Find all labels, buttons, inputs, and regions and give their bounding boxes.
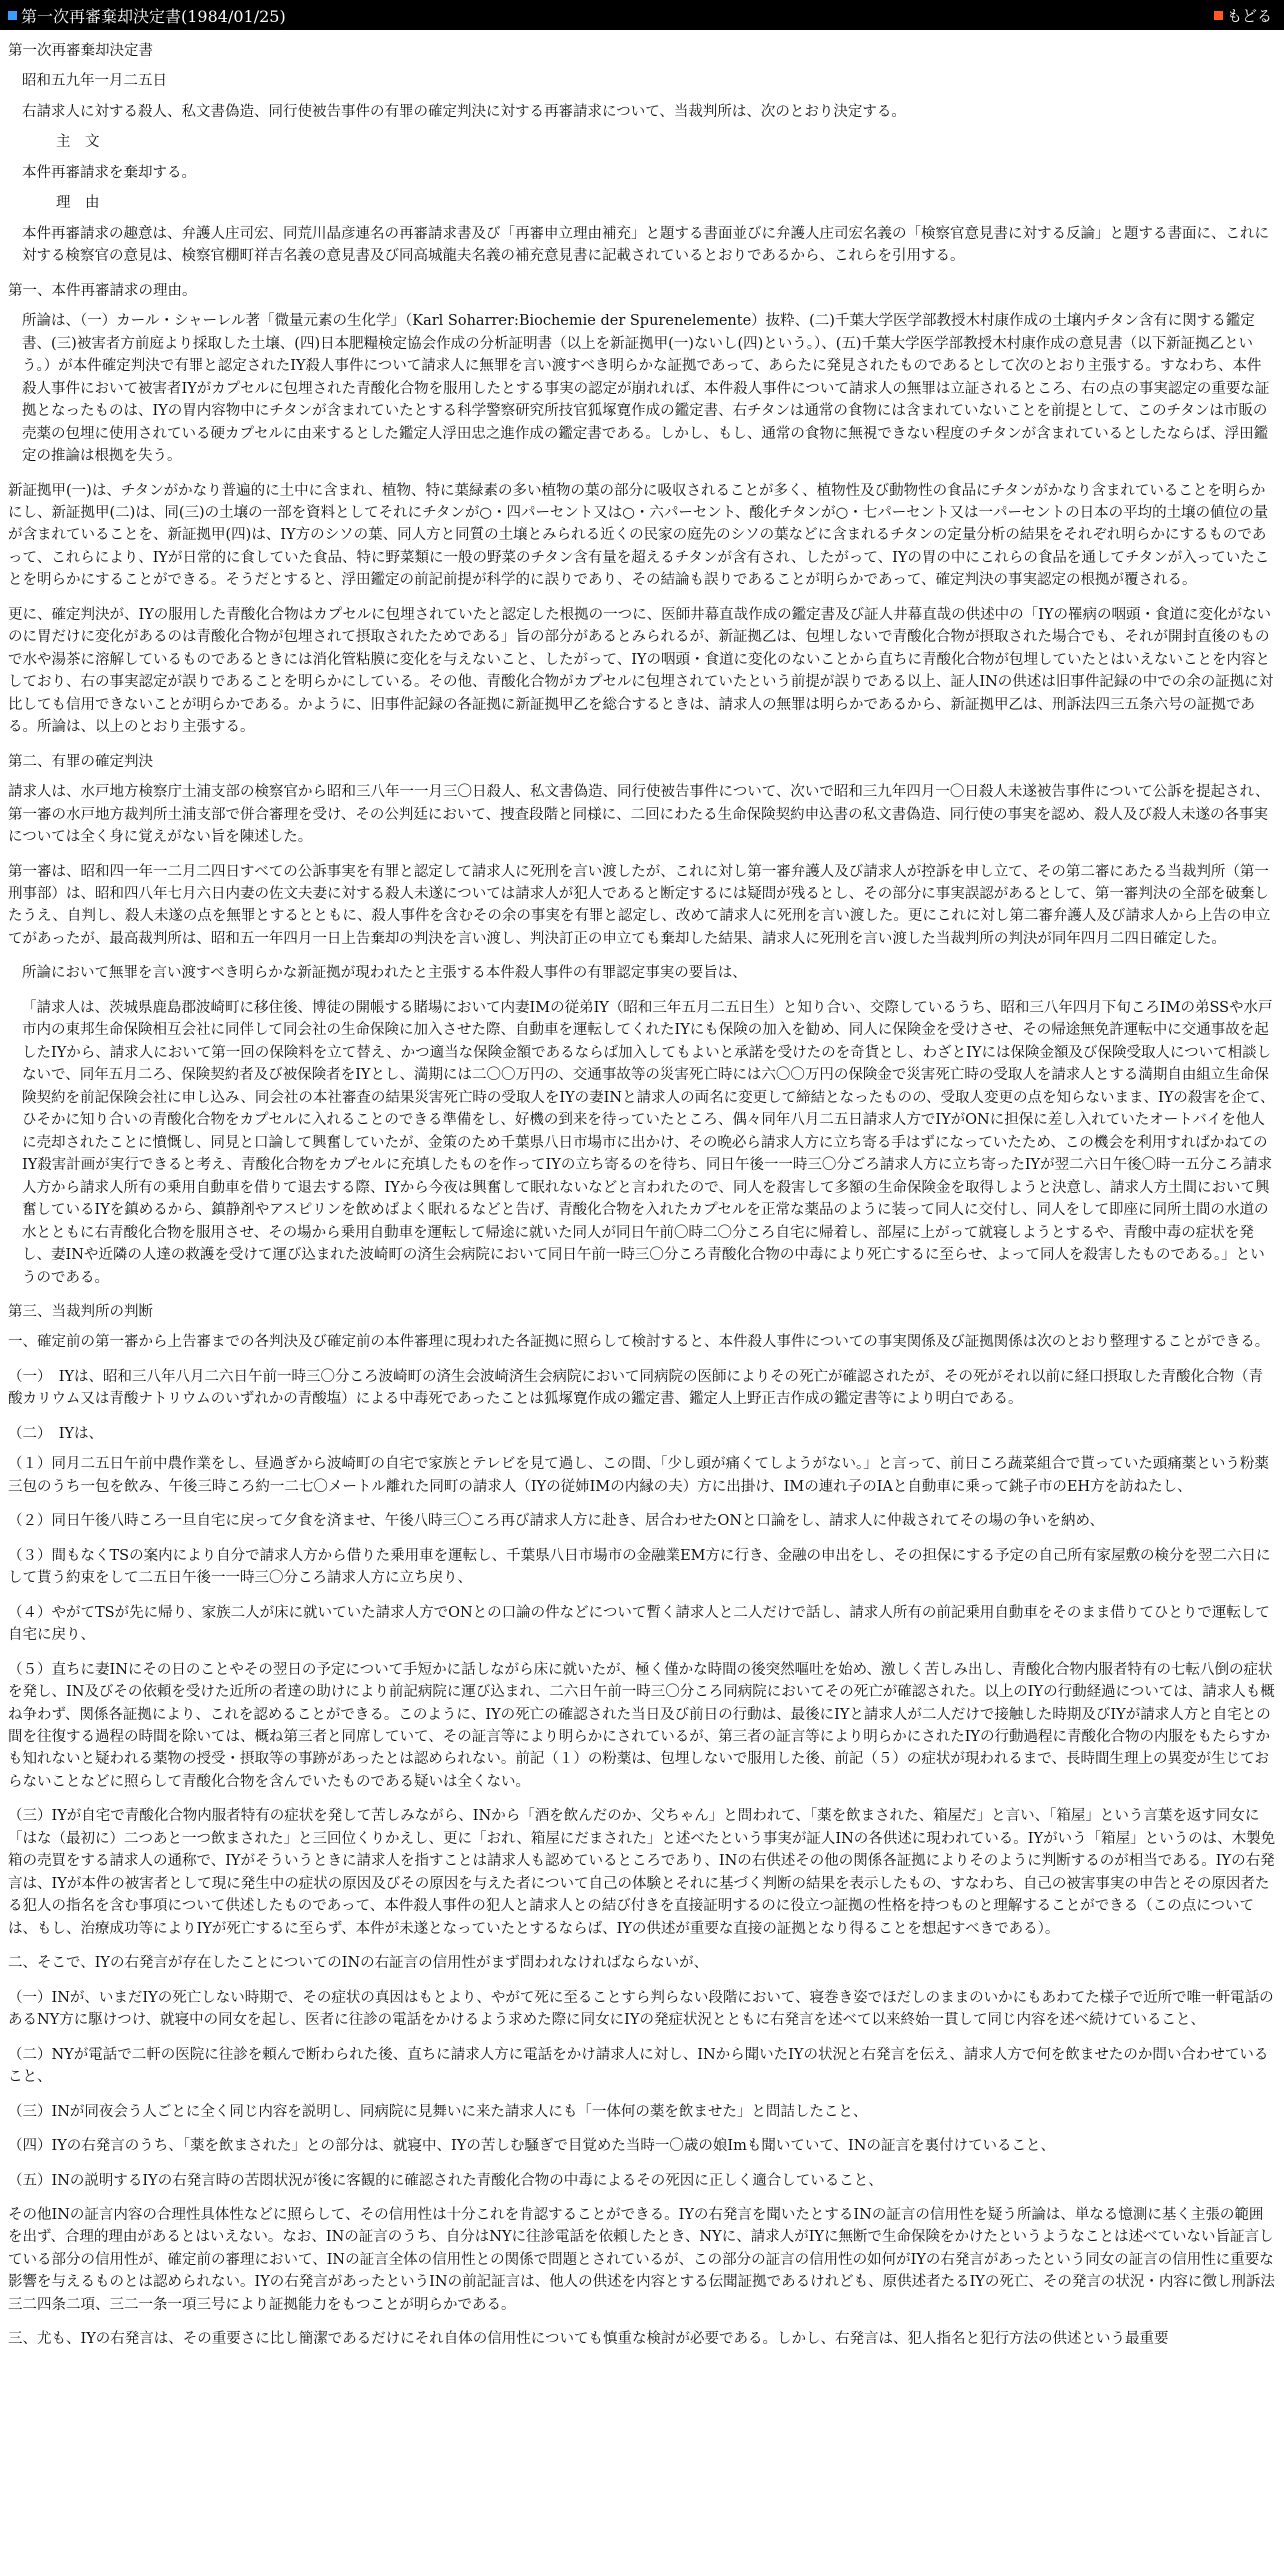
paragraph: 請求人は、水戸地方検察庁土浦支部の検察官から昭和三八年一一月三〇日殺人、私文書偽造、同行使被告事件について、次いで昭和三九年四月一〇日殺人未遂被告事件について公訴を提起され、第一審の水戸地方裁判所土浦支部で併合審理を受け、その公判廷において、捜査段階と同様に、二回にわたる生命保険契約申込書の私文書偽造、同行使の事実を認め、殺人及び殺人未遂の各事実については全く身に覚えがない旨を陳述した。 — [8, 784, 1270, 846]
section-heading: 第二、有罪の確定判決 — [8, 753, 153, 770]
back-icon — [1214, 11, 1223, 20]
intro-paragraph: 右請求人に対する殺人、私文書偽造、同行使被告事件の有罪の確定判決に対する再審請求について、当裁判所は、次のとおり決定する。 — [22, 103, 906, 120]
list-item: （４）やがてTSが先に帰り、家族二人が床に就いていた請求人方でONとの口論の件などについて暫く請求人と二人だけで話し、請求人所有の前記乗用自動車をそのまま借りてひとりで運転して自宅に戻り、 — [8, 1604, 1270, 1644]
section-heading: 第一、本件再審請求の理由。 — [8, 282, 197, 299]
paragraph: 新証拠甲(一)は、チタンがかなり普遍的に土中に含まれ、植物、特に葉緑素の多い植物の葉の部分に吸収されることが多く、植物性及び動物性の食品にチタンがかなり含まれていることを明らかにし、新証拠甲(二)は、同(三)の土壌の一部を資料としてそれにチタンが○・四パーセント又は○・六パーセント、酸化チタンが○・七パーセント又は一パーセントの日本の平均的土壌の値位の量が含まれていることを、新証拠甲(四)は、IY方のシソの葉、同人方と同質の土壌とみられる近くの民家の庭先のシソの葉などに含まれるチタンの定量分析の結果をそれぞれ明らかにするものであって、これらにより、IYが日常的に食していた食品、特に野菜類に一般の野菜のチタン含有量を超えるチタンが含有され、したがって、IYの胃の中にこれらの食品を通してチタンが入っていたことを明らかにすることができる。そうだとすると、浮田鑑定の前記前提が科学的に誤りであり、その結論も誤りであることが明らかであって、確定判決の事実認定の根拠が覆される。 — [8, 482, 1270, 589]
paragraph: 二、そこで、IYの右発言が存在したことについてのINの右証言の信用性がまず問われなければならないが、 — [8, 1955, 709, 1972]
paragraph: 一、確定前の第一審から上告審までの各判決及び確定前の本件審理に現われた各証拠に照らして検討すると、本件殺人事件についての事実関係及び証拠関係は次のとおり整理することができる。 — [8, 1334, 1270, 1351]
list-item: （５）直ちに妻INにその日のことやその翌日の予定について手短かに話しながら床に就いたが、極く僅かな時間の後突然嘔吐を始め、激しく苦しみ出し、青酸化合物内服者特有の七転八倒の症状を発し、IN及びその依頼を受けた近所の者達の助けにより前記病院に運び込まれ、二六日午前一時三〇分ころ同病院においてその死亡が確認された。以上のIYの行動経過については、請求人も概ね争わず、関係各証拠により、これを認めることができる。このように、IYの死亡の確認された当日及び前日の行動は、最後にIYと請求人が二人だけで接触した時期及びIYが請求人方と自宅との間を往復する過程の時間を除いては、概ね第三者と同席していて、その証言等により明らかにされているが、第三者の証言等により明らかにされたIYの行動過程に青酸化合物の内服をもたらすかも知れないと疑われる薬物の授受・摂取等の事跡があったとは認められない。前記（１）の粉薬は、包埋しないで服用した後、前記（５）の症状が現われるまで、長時間生理上の異変が生じておらないことなどに照らして青酸化合物を含んでいたものである疑いは全くない。 — [8, 1661, 1275, 1790]
list-item: （３）間もなくTSの案内により自分で請求人方から借りた乗用車を運転し、千葉県八日市場市の金融業EM方に行き、金融の申出をし、その担保にする予定の自己所有家屋敷の検分を翌二六日にして貰う約束をして二五日午後一一時三〇分ころ請求人方に立ち戻り、 — [8, 1547, 1271, 1587]
paragraph: その他INの証言内容の合理性具体性などに照らして、その信用性は十分これを肯認することができる。IYの右発言を聞いたとするINの証言の信用性を疑う所論は、単なる憶測に基く主張の範囲を出ず、合理的理由があるとはいえない。なお、INの証言のうち、自分はNYに往診電話を依頼したとき、NYに、請求人がIYに無断で生命保険をかけたというようなことは述べていない旨証言している部分の信用性が、確定前の審理において、INの証言全体の信用性との関係で問題とされているが、この部分の証言の信用性の如何がIYの右発言があったという同女の証言の信用性に重要な影響を与えるものとは認められない。IYの右発言があったというINの前記証言は、他人の供述を内容とする伝聞証拠であるけれども、原供述者たるIYの死亡、その発言の状況・内容に徴し刑訴法三二四条二項、三二一条一項三号により証拠能力をもつことが明らかである。 — [8, 2206, 1275, 2313]
back-link[interactable] — [1214, 5, 1272, 26]
list-item: （２）同日午後八時ころ一旦自宅に戻って夕食を済ませ、午後八時三〇ころ再び請求人方に赴き、居合わせたONと口論をし、請求人に仲裁されてその場の争いを納め、 — [8, 1513, 1104, 1530]
section-heading: 第三、当裁判所の判断 — [8, 1303, 153, 1320]
document-icon — [8, 11, 17, 20]
list-item: （三）INが同夜会う人ごとに全く同じ内容を説明し、同病院に見舞いに来た請求人にも「一体何の薬を飲ませた」と問詰したこと、 — [8, 2103, 868, 2120]
list-item: （一） IYは、昭和三八年八月二六日午前一時三〇分ころ波崎町の済生会波崎済生会病院において同病院の医師によりその死亡が確認されたが、その死がそれ以前に経口摂取した青酸化合物（青酸カリウム又は青酸ナトリウムのいずれかの青酸塩）による中毒死であったことは狐塚寛作成の鑑定書、鑑定人上野正吉作成の鑑定書等により明白である。 — [8, 1368, 1264, 1408]
list-item: （二） IYは、 — [8, 1425, 104, 1442]
back-link-label: もどる — [1226, 6, 1272, 25]
paragraph: 第一審は、昭和四一年一二月二四日すべての公訴事実を有罪と認定して請求人に死刑を言い渡したが、これに対し第一審弁護人及び請求人が控訴を申し立て、その第二審にあたる当裁判所（第一刑事部）は、昭和四八年七月六日内妻の佐文夫妻に対する殺人未遂については請求人が犯人であると断定するには疑問が残るとし、その部分に事実誤認があるとして、第一審判決の全部を破棄したうえ、自判し、殺人未遂の点を無罪とするとともに、殺人事件を含むその余の事実を有罪と認定し、改めて請求人に死刑を言い渡した。更にこれに対し第二審弁護人及び請求人から上告の申立てがあったが、最高裁判所は、昭和五一年四月一日上告棄却の判決を言い渡し、判決訂正の申立ても棄却した結果、請求人に死刑を言い渡した当裁判所の判決が同年四月二四日確定した。 — [8, 863, 1271, 947]
list-item: （二）NYが電話で二軒の医院に往診を頼んで断わられた後、直ちに請求人方に電話をかけ請求人に対し、INから聞いたIYの状況と右発言を伝え、請求人方で何を飲ませたのか問い合わせていること、 — [8, 2046, 1269, 2086]
document-date: 昭和五九年一月二五日 — [22, 73, 167, 90]
window-titlebar — [0, 0, 1284, 30]
paragraph: 所論は、（一）カール・シャーレル著「微量元素の生化学」（Karl Soharrer:Biochemie der Spurenelemente）抜粋、(二)千葉大学医学部教授木村康作成の土壌内チタン含有に関する鑑定書、(三)被害者方前庭より採取した土壌、(四)日本肥糧検定協会作成の分析証明書（以上を新証拠甲(一)ないし(四)という。）、(五)千葉大学医学部教授木村康作成の意見書（以下新証拠乙という。）が本件確定判決で有罪と認定されたIY殺人事件について請求人に無罪を言い渡すべき明らかな証拠であって、あらたに発見されたものであるとして次のとおり主張する。すなわち、本件殺人事件において被害者IYがカプセルに包埋された青酸化合物を服用したとする事実の認定が崩れれば、本件殺人事件について請求人の無罪は立証されるところ、右の点の事実認定の重要な証拠となったものは、IYの胃内容物中にチタンが含まれていたとする科学警察研究所技官狐塚寛作成の鑑定書、右チタンは通常の食物には含まれていないことを前提として、このチタンは市販の売薬の包埋に使用されている硬カプセルに由来するとした鑑定人浮田忠之進作成の鑑定書である。しかし、もし、通常の食物に無視できない程度のチタンが含まれているとしたならば、浮田鑑定の推論は根拠を失う。 — [22, 313, 1270, 465]
paragraph: 更に、確定判決が、IYの服用した青酸化合物はカプセルに包埋されていたと認定した根拠の一つに、医師井幕直哉作成の鑑定書及び証人井幕直哉の供述中の「IYの罹病の咽頭・食道に変化がないのに胃だけに変化があるのは青酸化合物が包埋されて摂取されたためである」旨の部分があるとみられるが、新証拠乙は、包埋しないで青酸化合物が摂取された場合でも、それが開封直後のもので水や湯茶に溶解しているものであるときには消化管粘膜に変化を与えないこと、したがって、IYの咽頭・食道に変化のないことから直ちに青酸化合物が包埋していたとはいえないことを内容としており、右の事実認定が誤りであることを明らかにしている。その他、青酸化合物がカプセルに包埋されていたという前提が誤りである以上、証人INの供述は旧事件記録の中での余の証拠に対比しても信用できないことが明らかである。かように、旧事件記録の各証拠に新証拠甲乙を総合するときは、請求人の無罪は明らかであるから、新証拠甲乙は、刑訴法四三五条六号の証拠である。所論は、以上のとおり主張する。 — [8, 606, 1274, 736]
list-item: （１）同月二五日午前中農作業をし、昼過ぎから波崎町の自宅で家族とテレビを見て過し、この間、「少し頭が痛くてしようがない。」と言って、前日ころ蔬菜組合で貰っていた頭痛薬という粉薬三包のうち一包を飲み、午後三時ころ約一二七〇メートル離れた同町の請求人（IYの従姉IMの内縁の夫）方に出掛け、IMの連れ子のIAと自動車に乗って銚子市のEH方を訪ねたし、 — [8, 1456, 1269, 1495]
list-item: （五）INの説明するIYの右発言時の苦悶状況が後に客観的に確認された青酸化合物の中毒によるその死因に正しく適合していること、 — [8, 2172, 883, 2189]
page-title-text: 第一次再審棄却決定書(1984/01/25) — [21, 6, 286, 26]
list-item: （四）IYの右発言のうち、「薬を飲まされた」との部分は、就寝中、IYの苦しむ騒ぎで目覚めた当時一〇歳の娘Imも聞いていて、INの証言を裏付けていること、 — [8, 2138, 1055, 2155]
paragraph: 三、尤も、IYの右発言は、その重要さに比し簡潔であるだけにそれ自体の信用性についても慎重な検討が必要である。しかし、右発言は、犯人指名と犯行方法の供述という最重要 — [8, 2331, 1169, 2348]
list-item: （一）INが、いまだIYの死亡しない時期で、その症状の真因はもとより、やがて死に至ることすら判らない段階において、寝巻き姿でほだしのままのいかにもあわてた様子で近所で唯一軒電話のあるNY方に駆けつけ、就寝中の同女を起し、医者に往診の電話をかけるよう求めた際に同女にIYの発症状況とともに右発言を述べて以来終始一貫して同じ内容を述べ続けていること、 — [8, 1989, 1274, 2029]
document-body — [0, 30, 1284, 2351]
paragraph: 所論において無罪を言い渡すべき明らかな新証拠が現われたと主張する本件殺人事件の有罪認定事実の要旨は、 — [22, 965, 747, 982]
document-heading: 第一次再審棄却決定書 — [8, 43, 153, 59]
riyu-label: 理 由 — [56, 195, 100, 212]
list-item: （三）IYが自宅で青酸化合物内服者特有の症状を発して苦しみながら、INから「酒を飲んだのか、父ちゃん」と問われて、「薬を飲まされた、箱屋だ」と言い、「箱屋」という言葉を返す同女に「はな（最初に）二つあと一つ飲まされた」と三回位くりかえし、更に「おれ、箱屋にだまされた」と述べたという事実が証人INの各供述に現われている。IYがいう「箱屋」というのは、木製免箱の売買をする請求人の通称で、IYがそういうときに請求人を指すことは請求人も認めているところであり、INの右供述その他の関係各証拠によりそのように判断するのが相当である。IYの右発言は、IYが本件の被害者として現に発生中の症状の原因及びその原因を与えた者について自己の体験とそれに基づく判断の結果を表示したもの、すなわち、自己の被害事実の申告とその原因者たる犯人の指名を含む事項について供述したものであって、本件殺人事件の犯人と請求人との結び付きを直接証明するのに役立つ証拠の性格を持つものと理解することができる（この点については、もし、治療成功等によりIYが死亡するに至らず、本件が未遂となっていたとするならば、IYの供述が重要な直接の証拠となり得ることを想起すべきである）。 — [8, 1808, 1276, 1937]
paragraph: 「請求人は、茨城県鹿島郡波崎町に移住後、博徒の開帳する賭場において内妻IMの従弟IY（昭和三年五月二五日生）と知り合い、交際しているうち、昭和三八年四月下旬ころIMの弟SSや水戸市内の東邦生命保険相互会社に同伴して同会社の生命保険に加入させた際、自動車を運転してくれたIYにも保険の加入を勧め、同人に保険金を受けさせ、その帰途無免許運転中に交通事故を起したIYから、請求人において第一回の保険料を立て替え、かつ適当な保険金額であるならば加入してもよいと承諾を受けたのを奇貨とし、わざとIYには保険金額及び保険受取人について相談しないで、同年五月二ろ、保険契約者及び被保険者をIYとし、満期には二〇〇万円の、交通事故等の災害死亡時には六〇〇万円の保険金で災害死亡時の受取人を請求人とする満期自由組立生命保険契約を前記保険会社に申し込み、同会社の本社審査の結果災害死亡時の受取人をIYの妻INと請求人の両名に変更して締結となったものの、受取人変更の点を知らないまま、IYの殺害を企て、ひそかに知り合いの青酸化合物をカプセルに入れることのできる準備をし、好機の到来を待っていたところ、偶々同年八月二五日請求人方でIYがONに担保に差し入れていたオートバイを他人に売却されたことに憤慨し、同見と口論して興奮していたが、金策のため千葉県八日市場市に出かけ、その晩必ら請求人方に立ち寄る手はずになっていたため、この機会を利用すればかねてのIY殺害計画が実行できると考え、青酸化合物をカプセルに充填したものを作ってIYの立ち寄るのを待ち、同日午後一一時三〇分ごろ請求人方に立ち寄ったIYが翌二六日午後〇時一五分ころ請求人方から請求人所有の乗用自動車を借りて退去する際、IYから今夜は興奮して眠れないなどと言われたので、同人を殺害して多額の生命保険金を取得しようと決意し、請求人方土間において興奮しているIYを鎮めるから、鎮静剤やアスピリンを飲めばよく眠れるなどと告げ、青酸化合物を入れたカプセルを正常な薬品のように装って同人に交付し、同人をして即座に同所土間の水道の水とともに右青酸化合物を服用させ、その場から乗用自動車を運転して帰途に就いた同人が同日午前〇時二〇分ころ自宅に帰着し、部屋に上がって就寝しようとするや、青酸中毒の症状を発し、妻INや近隣の人達の救護を受けて運び込まれた波崎町の済生会病院において同日午前一時三〇分ころ青酸化合物の中毒により死亡するに至らせ、よって同人を殺害したものである。」というのである。 — [22, 999, 1275, 1286]
shubun-text: 本件再審請求を棄却する。 — [22, 164, 196, 181]
shubun-label: 主 文 — [56, 134, 100, 151]
page-title — [8, 4, 286, 27]
paragraph: 本件再審請求の趣意は、弁護人庄司宏、同荒川晶彦連名の再審請求書及び「再審申立理由補充」と題する書面並びに弁護人庄司宏名義の「検察官意見書に対する反論」と題する書面に、これに対する検察官の意見は、検察官棚町祥吉名義の意見書及び同高城龍夫名義の補充意見書に記載されているとおりであるから、これらを引用する。 — [22, 225, 1269, 265]
